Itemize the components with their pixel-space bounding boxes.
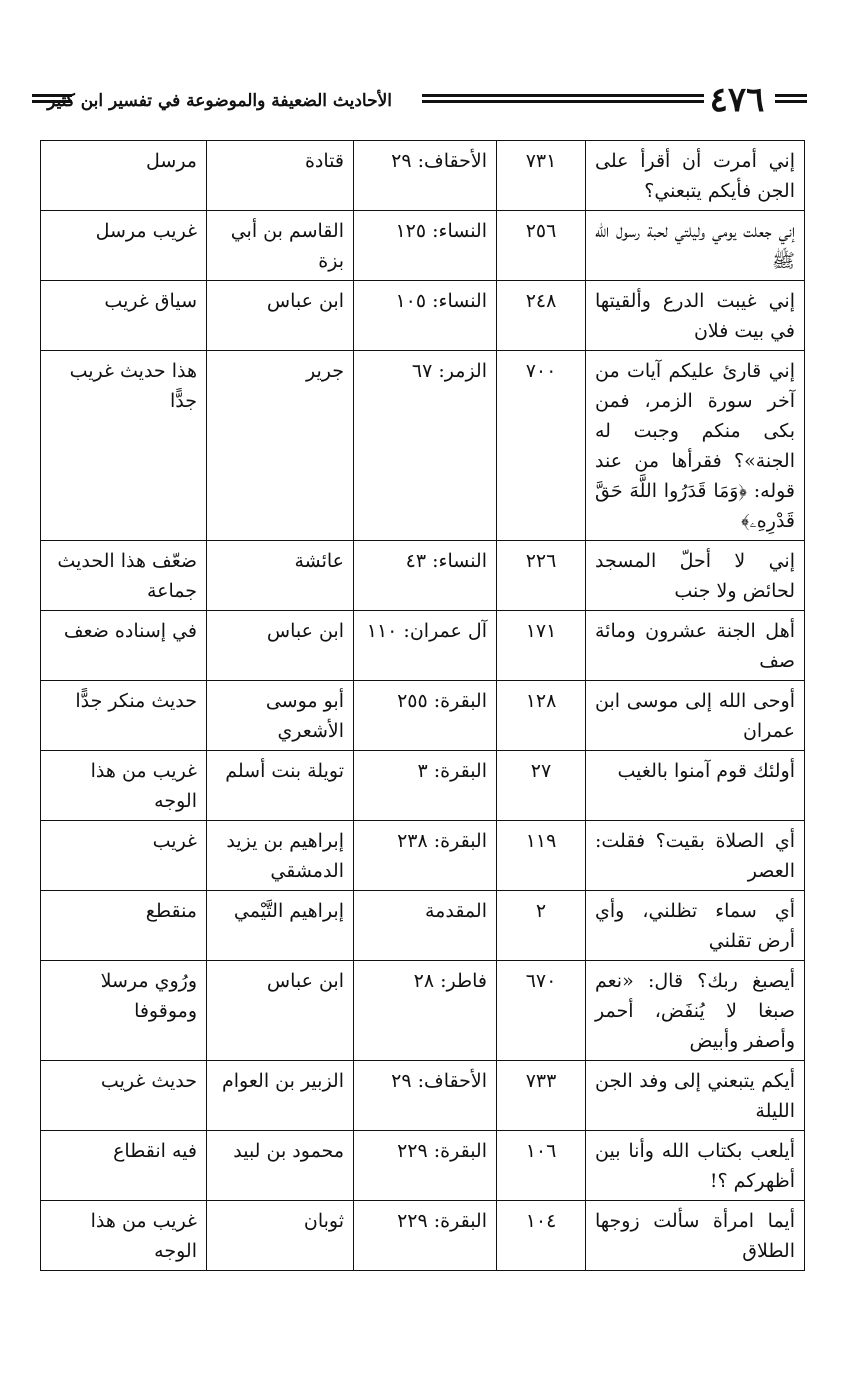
narrator-cell: جرير [207, 351, 354, 541]
hadith-text-cell: إني غيبت الدرع وألقيتها في بيت فلان [586, 281, 805, 351]
hadith-number-cell: ٧٣٣ [497, 1061, 586, 1131]
narrator-cell: ابن عباس [207, 961, 354, 1061]
verse-location-cell: المقدمة [354, 891, 497, 961]
hadith-number-cell: ٢٢٦ [497, 541, 586, 611]
table-row [41, 1201, 805, 1271]
hadith-text-cell: إني جعلت يومي وليلتي لحبة رسول الله ﷺ [586, 211, 805, 281]
verse-location-cell: النساء: ١٢٥ [354, 211, 497, 281]
verse-location-cell: النساء: ١٠٥ [354, 281, 497, 351]
verse-location-cell: الأحقاف: ٢٩ [354, 1061, 497, 1131]
table-row [41, 211, 805, 281]
grade-cell: غريب من هذا الوجه [41, 751, 207, 821]
hadith-text-cell: أي الصلاة بقيت؟ فقلت: العصر [586, 821, 805, 891]
narrator-cell: أبو موسى الأشعري [207, 681, 354, 751]
table-row [41, 681, 805, 751]
hadith-text-cell: أولئك قوم آمنوا بالغيب [586, 751, 805, 821]
hadith-text-cell: أيلعب بكتاب الله وأنا بين أظهركم ؟! [586, 1131, 805, 1201]
grade-cell: في إسناده ضعف [41, 611, 207, 681]
hadith-text-cell: أيصبغ ربك؟ قال: «نعم صبغا لا يُنفَض، أحمر وأصفر وأبيض [586, 961, 805, 1061]
hadith-number-cell: ١٧١ [497, 611, 586, 681]
hadith-number-cell: ٢٥٦ [497, 211, 586, 281]
table-row [41, 1061, 805, 1131]
hadith-text-cell: أيما امرأة سألت زوجها الطلاق [586, 1201, 805, 1271]
running-title: الأحاديث الضعيفة والموضوعة في تفسير ابن كثير [47, 91, 392, 111]
table-row [41, 751, 805, 821]
header-rule-left [32, 94, 72, 103]
narrator-cell: إبراهيم بن يزيد الدمشقي [207, 821, 354, 891]
grade-cell: حديث منكر جدًّا [41, 681, 207, 751]
table-row [41, 141, 805, 211]
grade-cell: هذا حديث غريب جدًّا [41, 351, 207, 541]
table-row [41, 541, 805, 611]
header-rule-right [775, 94, 807, 103]
narrator-cell: القاسم بن أبي بزة [207, 211, 354, 281]
hadith-text-cell: إني لا أحلّ المسجد لحائض ولا جنب [586, 541, 805, 611]
grade-cell: سياق غريب [41, 281, 207, 351]
grade-cell: ورُوي مرسلا وموقوفا [41, 961, 207, 1061]
hadith-text-cell: أهل الجنة عشرون ومائة صف [586, 611, 805, 681]
verse-location-cell: آل عمران: ١١٠ [354, 611, 497, 681]
narrator-cell: ابن عباس [207, 611, 354, 681]
verse-location-cell: البقرة: ٢٥٥ [354, 681, 497, 751]
header-rule-center [422, 94, 704, 103]
verse-location-cell: فاطر: ٢٨ [354, 961, 497, 1061]
grade-cell: فيه انقطاع [41, 1131, 207, 1201]
narrator-cell: ثوبان [207, 1201, 354, 1271]
verse-location-cell: الزمر: ٦٧ [354, 351, 497, 541]
hadith-text-cell: إني أمرت أن أقرأ على الجن فأيكم يتبعني؟ [586, 141, 805, 211]
hadith-number-cell: ٢٧ [497, 751, 586, 821]
narrator-cell: الزبير بن العوام [207, 1061, 354, 1131]
hadith-number-cell: ١٢٨ [497, 681, 586, 751]
running-header [32, 80, 807, 120]
grade-cell: ضعّف هذا الحديث جماعة [41, 541, 207, 611]
hadith-number-cell: ١٠٤ [497, 1201, 586, 1271]
hadith-text-cell: أيكم يتبعني إلى وفد الجن الليلة [586, 1061, 805, 1131]
grade-cell: غريب مرسل [41, 211, 207, 281]
verse-location-cell: النساء: ٤٣ [354, 541, 497, 611]
verse-location-cell: البقرة: ٢٢٩ [354, 1201, 497, 1271]
narrator-cell: قتادة [207, 141, 354, 211]
table-row [41, 351, 805, 541]
narrator-cell: عائشة [207, 541, 354, 611]
narrator-cell: ابن عباس [207, 281, 354, 351]
table-row [41, 611, 805, 681]
table-row [41, 821, 805, 891]
grade-cell: غريب [41, 821, 207, 891]
table-row [41, 1131, 805, 1201]
hadith-number-cell: ١١٩ [497, 821, 586, 891]
hadith-number-cell: ٢٤٨ [497, 281, 586, 351]
grade-cell: غريب من هذا الوجه [41, 1201, 207, 1271]
verse-location-cell: الأحقاف: ٢٩ [354, 141, 497, 211]
table-row [41, 891, 805, 961]
verse-location-cell: البقرة: ٢٣٨ [354, 821, 497, 891]
grade-cell: مرسل [41, 141, 207, 211]
hadith-text-cell: إني قارئ عليكم آيات من آخر سورة الزمر، فمن بكى منكم وجبت له الجنة»؟ فقرأها من عند قوله: ﴿وَمَا قَدَرُوا اللَّهَ حَقَّ قَدْرِهِۦ﴾ [586, 351, 805, 541]
verse-location-cell: البقرة: ٣ [354, 751, 497, 821]
hadith-number-cell: ١٠٦ [497, 1131, 586, 1201]
verse-location-cell: البقرة: ٢٢٩ [354, 1131, 497, 1201]
hadith-index-table [40, 140, 805, 1271]
page-number: ٤٧٦ [709, 80, 765, 120]
hadith-text-cell: أي سماء تظلني، وأي أرض تقلني [586, 891, 805, 961]
grade-cell: حديث غريب [41, 1061, 207, 1131]
table-row [41, 961, 805, 1061]
narrator-cell: تويلة بنت أسلم [207, 751, 354, 821]
hadith-number-cell: ٢ [497, 891, 586, 961]
hadith-number-cell: ٧٣١ [497, 141, 586, 211]
narrator-cell: محمود بن لبيد [207, 1131, 354, 1201]
hadith-number-cell: ٦٧٠ [497, 961, 586, 1061]
hadith-number-cell: ٧٠٠ [497, 351, 586, 541]
table-row [41, 281, 805, 351]
hadith-text-cell: أوحى الله إلى موسى ابن عمران [586, 681, 805, 751]
grade-cell: منقطع [41, 891, 207, 961]
narrator-cell: إبراهيم التَّيْمي [207, 891, 354, 961]
